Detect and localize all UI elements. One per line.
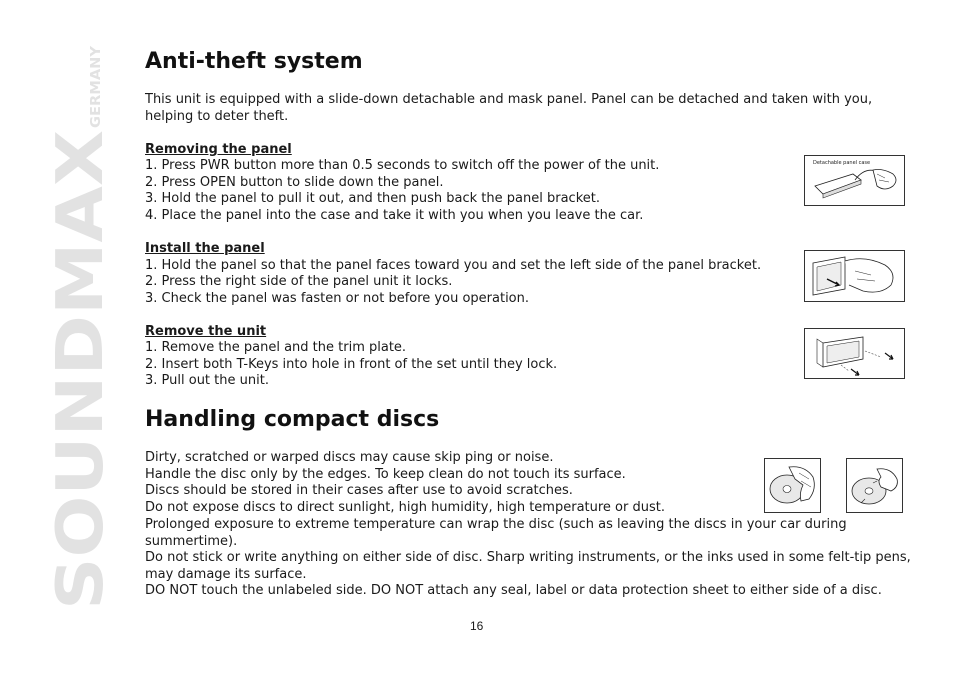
removing-step-2: 2. Press OPEN button to slide down the panel. (145, 175, 444, 190)
figure-panel-case (804, 155, 905, 206)
figure-hold-disc (764, 458, 821, 513)
heading-install-panel: Install the panel (145, 241, 265, 256)
intro-paragraph: This unit is equipped with a slide-down detachable and mask panel. Panel can be detached and taken with you, helping to deter theft. (145, 92, 873, 124)
removing-step-4: 4. Place the panel into the case and take it with you when you leave the car. (145, 208, 644, 223)
brand-sub: GERMANY (89, 55, 104, 128)
install-step-3: 3. Check the panel was fasten or not before you operation. (145, 291, 530, 306)
heading-remove-unit: Remove the unit (145, 324, 267, 339)
disc-line-4: Do not expose discs to direct sunlight, high humidity, high temperature or dust. (145, 500, 665, 515)
removing-step-1: 1. Press PWR button more than 0.5 seconds to switch off the power of the unit. (145, 158, 660, 173)
disc-line-3: Discs should be stored in their cases after use to avoid scratches. (145, 483, 573, 498)
section-title-handling-discs: Handling compact discs (145, 407, 440, 432)
figure-case-label: Detachable panel case (813, 160, 871, 166)
removing-step-3: 3. Hold the panel to pull it out, and then push back the panel bracket. (145, 191, 600, 206)
section-title-anti-theft: Anti-theft system (145, 49, 363, 74)
install-step-2: 2. Press the right side of the panel unit it locks. (145, 274, 453, 289)
heading-removing-panel: Removing the panel (145, 142, 292, 157)
soundmax-logo (40, 40, 118, 615)
disc-line-7: DO NOT touch the unlabeled side. DO NOT attach any seal, label or data protection sheet to either side of a disc. (145, 583, 882, 598)
brand-name: SOUNDMAX (44, 188, 118, 610)
figure-clean-disc (846, 458, 903, 513)
disc-line-6: Do not stick or write anything on either side of disc. Sharp writing instruments, or the inks used in some felt-tip pens, may damage its surface. (145, 550, 911, 582)
disc-line-2: Handle the disc only by the edges. To keep clean do not touch its surface. (145, 467, 626, 482)
remove-unit-step-2: 2. Insert both T-Keys into hole in front of the set until they lock. (145, 357, 558, 372)
disc-line-1: Dirty, scratched or warped discs may cause skip ping or noise. (145, 450, 554, 465)
remove-unit-step-1: 1. Remove the panel and the trim plate. (145, 340, 407, 355)
install-step-1: 1. Hold the panel so that the panel faces toward you and set the left side of the panel bracket. (145, 258, 762, 273)
figure-remove-unit (804, 328, 905, 379)
page-number: 16 (470, 619, 484, 633)
disc-line-5: Prolonged exposure to extreme temperature can wrap the disc (such as leaving the discs in your car during summertime). (145, 517, 847, 549)
remove-unit-step-3: 3. Pull out the unit. (145, 373, 269, 388)
figure-install-panel (804, 250, 905, 302)
